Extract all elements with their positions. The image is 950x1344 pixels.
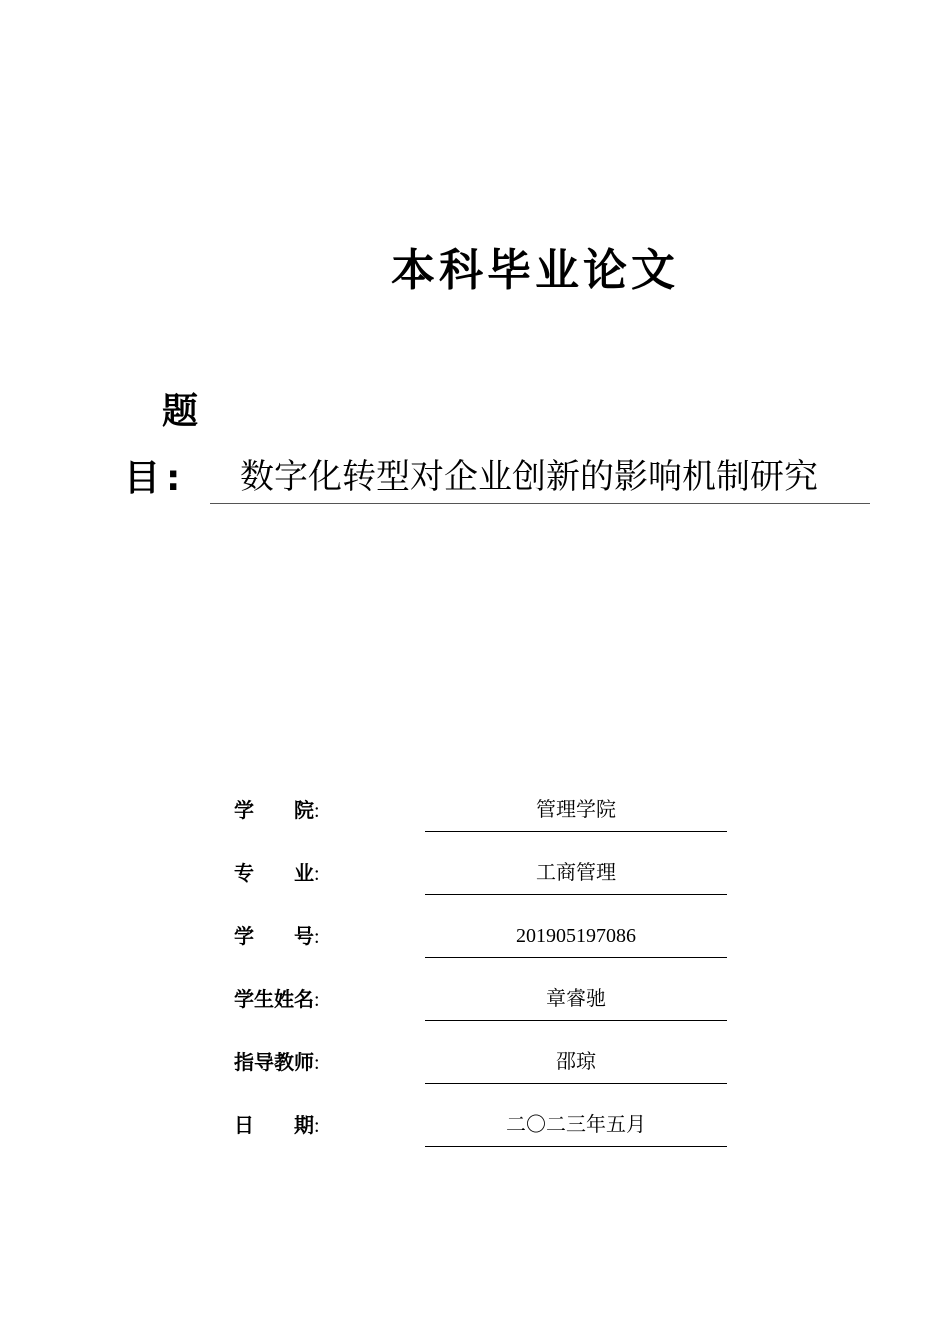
topic-label-second-char: 目: <box>124 458 187 499</box>
info-row-student-id <box>234 916 734 979</box>
document-title: 本科毕业论文 <box>391 245 679 296</box>
college-underline <box>425 831 727 832</box>
info-row-student-name <box>234 979 734 1042</box>
info-row-advisor <box>234 1042 734 1105</box>
major-underline <box>425 894 727 895</box>
advisor-underline <box>425 1083 727 1084</box>
info-row-college <box>234 790 734 853</box>
student-name-underline <box>425 1020 727 1021</box>
info-row-date <box>234 1105 734 1168</box>
college-label: 学 院: <box>234 798 320 822</box>
student-id-label: 学 号: <box>234 924 320 948</box>
major-label: 专 业: <box>234 861 320 885</box>
college-value: 管理学院 <box>536 799 616 821</box>
student-name-value: 章睿驰 <box>546 988 606 1010</box>
advisor-value: 邵琼 <box>556 1051 596 1073</box>
info-row-major <box>234 853 734 916</box>
thesis-topic: 数字化转型对企业创新的影响机制研究 <box>240 457 818 497</box>
date-label: 日 期: <box>234 1113 320 1137</box>
advisor-label: 指导教师: <box>234 1050 320 1074</box>
topic-label-first-char: 题 <box>162 391 199 432</box>
date-underline <box>425 1146 727 1147</box>
date-value: 二〇二三年五月 <box>506 1114 646 1136</box>
info-table <box>234 790 734 1168</box>
student-name-label: 学生姓名: <box>234 987 320 1011</box>
major-value: 工商管理 <box>536 862 616 884</box>
topic-underline <box>210 503 870 504</box>
student-id-value: 201905197086 <box>516 925 636 947</box>
student-id-underline <box>425 957 727 958</box>
